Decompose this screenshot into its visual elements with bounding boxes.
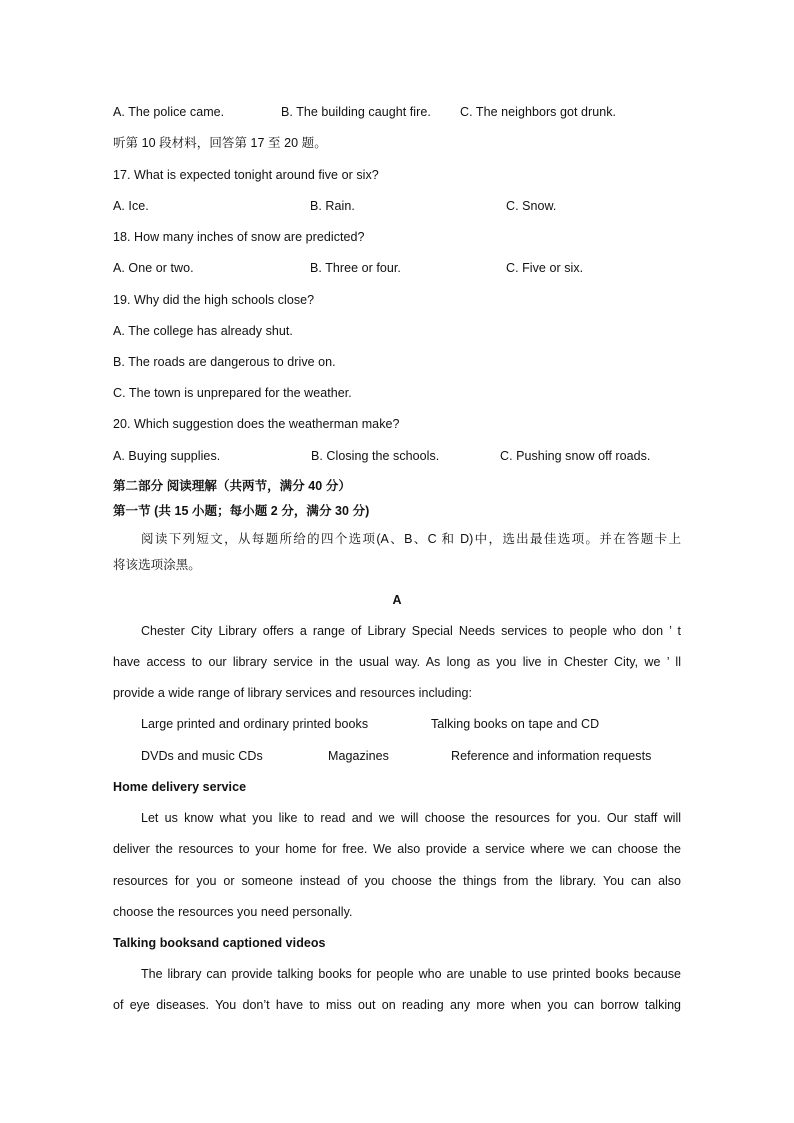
- talking-books-line: of eye diseases. You don’t have to miss out on reading any more when you can borrow talking: [113, 998, 681, 1012]
- q18-option-a: A. One or two.: [113, 261, 194, 275]
- passage-label: A: [392, 593, 402, 607]
- talking-books-heading: Talking booksand captioned videos: [113, 936, 326, 950]
- resource-item: Magazines: [328, 749, 389, 763]
- section1-heading: 第一节 (共 15 小题；每小题 2 分，满分 30 分): [113, 504, 370, 518]
- q17-stem: 17. What is expected tonight around five or six?: [113, 168, 379, 182]
- intro-line: have access to our library service in the usual way. As long as you live in Chester City, we ’ ll: [113, 655, 681, 669]
- part2-heading: 第二部分 阅读理解（共两节，满分 40 分）: [113, 479, 351, 493]
- resource-item: Large printed and ordinary printed books: [141, 717, 369, 731]
- intro-line: provide a wide range of library services and resources including:: [113, 686, 472, 700]
- home-delivery-line: choose the resources you need personally.: [113, 905, 353, 919]
- q19-stem: 19. Why did the high schools close?: [113, 293, 315, 307]
- home-delivery-heading: Home delivery service: [113, 780, 247, 794]
- q19-option-b: B. The roads are dangerous to drive on.: [113, 355, 336, 369]
- q20-stem: 20. Which suggestion does the weatherman make?: [113, 417, 400, 431]
- talking-books-line: The library can provide talking books for people who are unable to use printed books because: [141, 967, 681, 981]
- resource-item: DVDs and music CDs: [141, 749, 263, 763]
- q20-option-c: C. Pushing snow off roads.: [500, 449, 651, 463]
- resource-item: Reference and information requests: [451, 749, 652, 763]
- q17-option-c: C. Snow.: [506, 199, 557, 213]
- q18-option-b: B. Three or four.: [310, 261, 401, 275]
- resource-item: Talking books on tape and CD: [431, 717, 600, 731]
- q16-option-b: B. The building caught fire.: [281, 105, 431, 119]
- instructions-line-1: 阅读下列短文，从每题所给的四个选项(A、B、C 和 D)中，选出最佳选项。并在答题卡上: [141, 532, 681, 546]
- q18-option-c: C. Five or six.: [506, 261, 584, 275]
- q20-option-a: A. Buying supplies.: [113, 449, 221, 463]
- q19-option-a: A. The college has already shut.: [113, 324, 293, 338]
- home-delivery-line: Let us know what you like to read and we will choose the resources for you. Our staff will: [141, 811, 681, 825]
- q20-option-b: B. Closing the schools.: [311, 449, 440, 463]
- home-delivery-line: deliver the resources to your home for free. We also provide a service where we can choose the: [113, 842, 681, 856]
- q16-option-a: A. The police came.: [113, 105, 225, 119]
- instructions-line-2: 将该选项涂黑。: [113, 558, 201, 572]
- q17-option-b: B. Rain.: [310, 199, 355, 213]
- q17-option-a: A. Ice.: [113, 199, 149, 213]
- q16-option-c: C. The neighbors got drunk.: [460, 105, 617, 119]
- home-delivery-line: resources for you or someone instead of you choose the things from the library. You can also: [113, 874, 681, 888]
- intro-line: Chester City Library offers a range of Library Special Needs services to people who don ’ t: [141, 624, 681, 638]
- q18-stem: 18. How many inches of snow are predicted?: [113, 230, 365, 244]
- material-10-intro: 听第 10 段材料，回答第 17 至 20 题。: [113, 136, 327, 150]
- q19-option-c: C. The town is unprepared for the weather.: [113, 386, 352, 400]
